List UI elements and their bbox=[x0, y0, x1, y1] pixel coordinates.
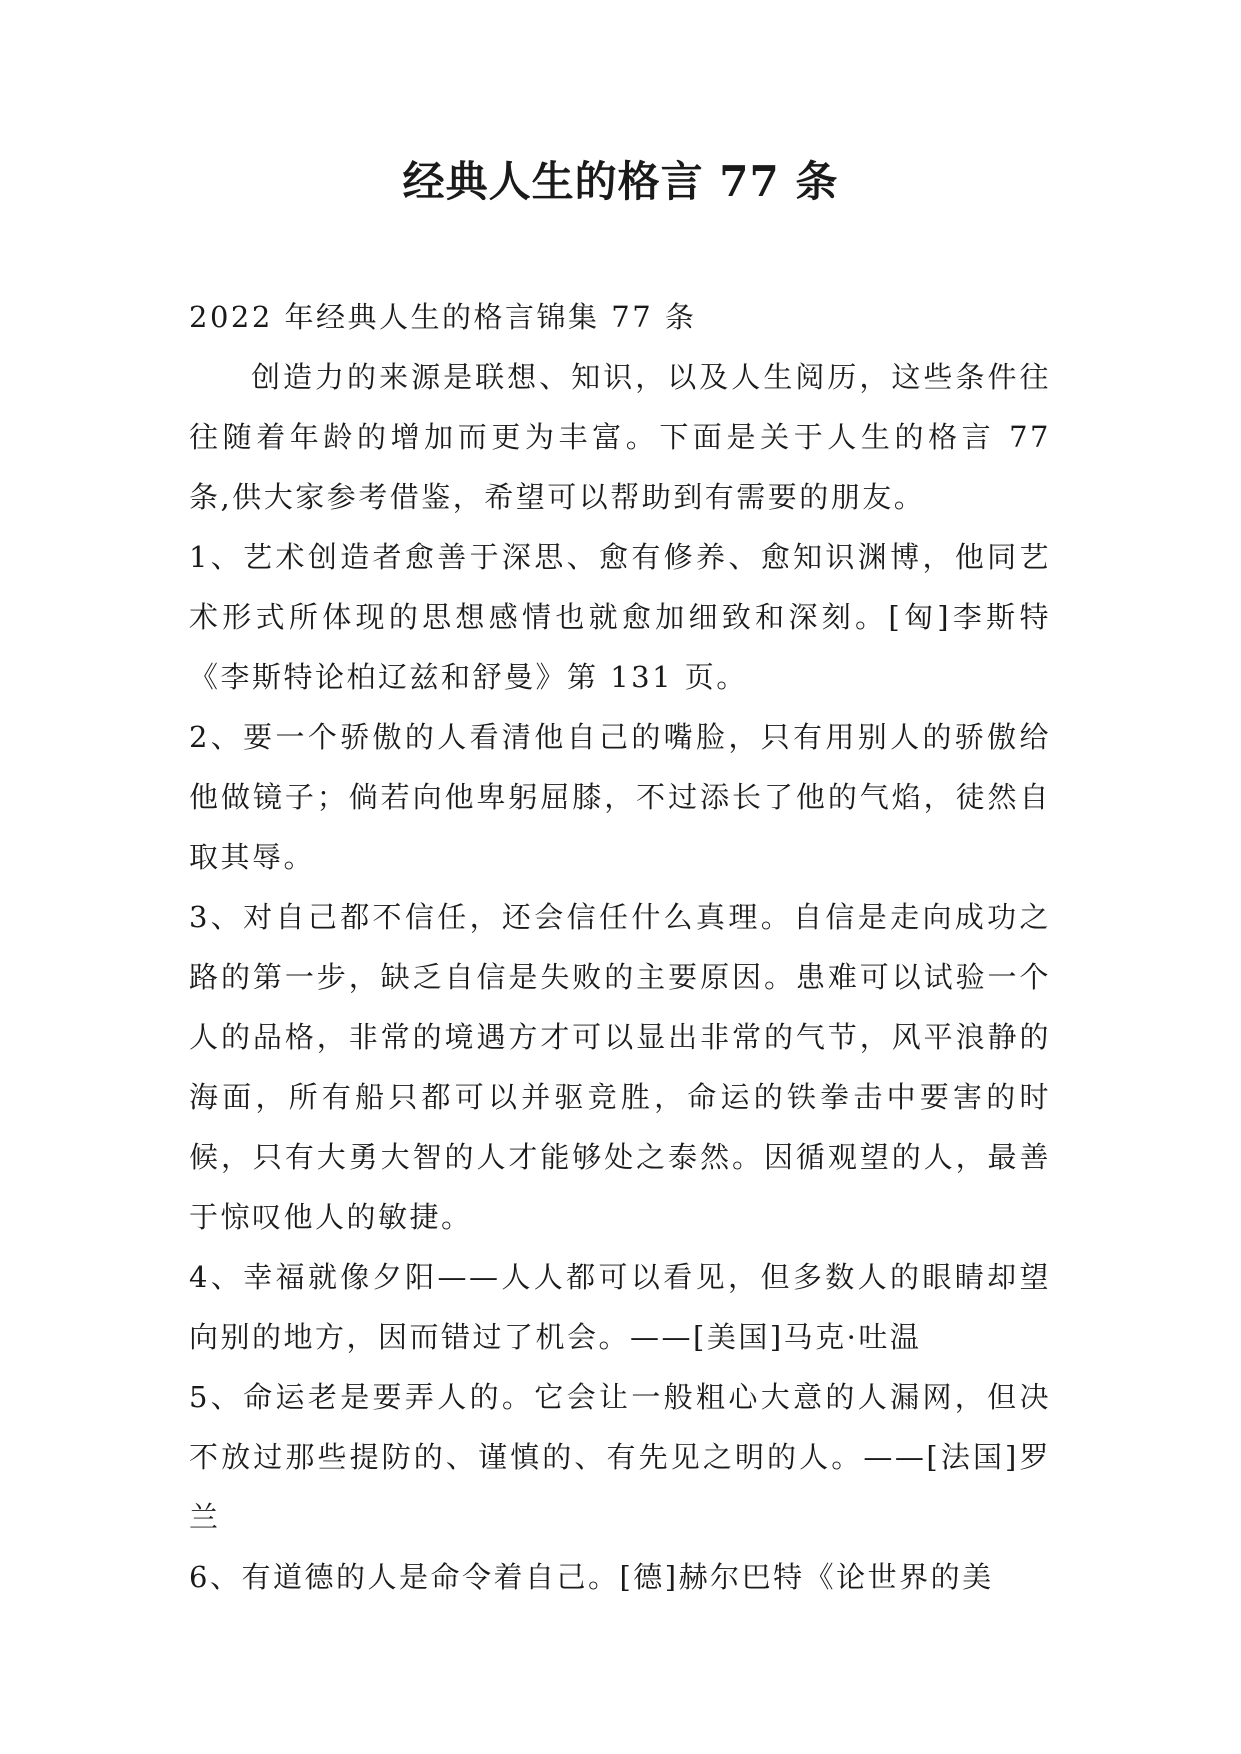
document-subtitle: 2022 年经典人生的格言锦集 77 条 bbox=[189, 300, 697, 334]
document-body bbox=[189, 287, 1051, 1607]
document-title: 经典人生的格言 77 条 bbox=[402, 157, 839, 206]
list-item: 1、艺术创造者愈善于深思、愈有修养、愈知识渊博，他同艺术形式所体现的思想感情也就愈加细致和深刻。[匈]李斯特《李斯特论柏辽兹和舒曼》第 131 页。 bbox=[189, 540, 1051, 694]
list-item: 3、对自己都不信任，还会信任什么真理。自信是走向成功之路的第一步，缺乏自信是失败的主要原因。患难可以试验一个人的品格，非常的境遇方才可以显出非常的气节，风平浪静的海面，所有船只都可以并驱竞胜，命运的铁拳击中要害的时候，只有大勇大智的人才能够处之泰然。因循观望的人，最善于惊叹他人的敏捷。 bbox=[189, 900, 1051, 1234]
intro-paragraph: 创造力的来源是联想、知识，以及人生阅历，这些条件往往随着年龄的增加而更为丰富。下面是关于人生的格言 77 条,供大家参考借鉴，希望可以帮助到有需要的朋友。 bbox=[189, 360, 1051, 514]
list-item: 2、要一个骄傲的人看清他自己的嘴脸，只有用别人的骄傲给他做镜子；倘若向他卑躬屈膝，不过添长了他的气焰，徒然自取其辱。 bbox=[189, 720, 1051, 874]
list-item: 5、命运老是要弄人的。它会让一般粗心大意的人漏网，但决不放过那些提防的、谨慎的、有先见之明的人。——[法国]罗兰 bbox=[189, 1380, 1051, 1534]
list-item: 4、幸福就像夕阳——人人都可以看见，但多数人的眼睛却望向别的地方，因而错过了机会。——[美国]马克·吐温 bbox=[189, 1260, 1051, 1354]
list-item: 6、有道德的人是命令着自己。[德]赫尔巴特《论世界的美 bbox=[189, 1560, 994, 1594]
